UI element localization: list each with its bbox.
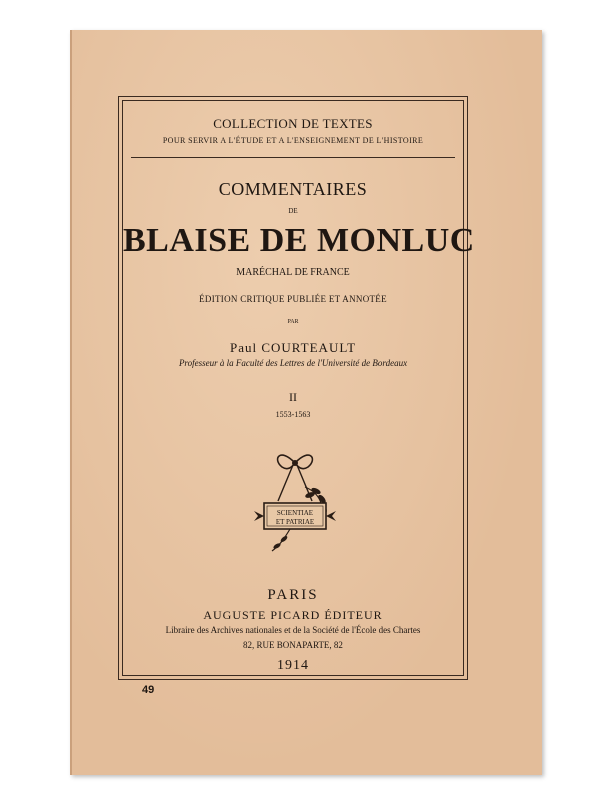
sticker-number: 49 — [142, 684, 155, 696]
collection-subtitle: POUR SERVIR A L'ÉTUDE ET A L'ENSEIGNEMENT DE L'HISTOIRE — [162, 136, 424, 145]
publisher-description: Libraire des Archives nationales et de la Société de l'École des Chartes — [165, 625, 421, 635]
volume-dates: 1553-1563 — [275, 410, 311, 419]
author-name: Paul COURTEAULT — [229, 340, 357, 355]
title-de: DE — [288, 207, 298, 215]
title-frame — [118, 96, 475, 680]
publisher-address: 82, RUE BONAPARTE, 82 — [243, 640, 343, 650]
volume-number: II — [289, 390, 297, 404]
publisher-name: AUGUSTE PICARD ÉDITEUR — [203, 608, 383, 622]
title-frame-inner — [122, 100, 475, 676]
collection-heading: COLLECTION DE TEXTES — [213, 116, 373, 131]
divider — [131, 157, 455, 158]
emblem-motto-2: ET PATRIAE — [275, 518, 315, 526]
publication-year: 1914 — [277, 658, 309, 673]
main-title: BLAISE DE MONLUC — [123, 222, 475, 259]
edition-line: ÉDITION CRITIQUE PUBLIÉE ET ANNOTÉE — [199, 294, 387, 304]
publication-city: PARIS — [267, 587, 319, 603]
title-line-1: COMMENTAIRES — [218, 179, 368, 199]
publisher-emblem-icon — [250, 441, 340, 556]
par-line: PAR — [287, 319, 299, 325]
book-cover — [70, 30, 542, 775]
emblem-motto-1: SCIENTIAE — [276, 509, 314, 517]
author-role: Professeur à la Faculté des Lettres de l'Université de Bordeaux — [178, 358, 408, 368]
title-subtitle: MARÉCHAL DE FRANCE — [236, 267, 350, 278]
